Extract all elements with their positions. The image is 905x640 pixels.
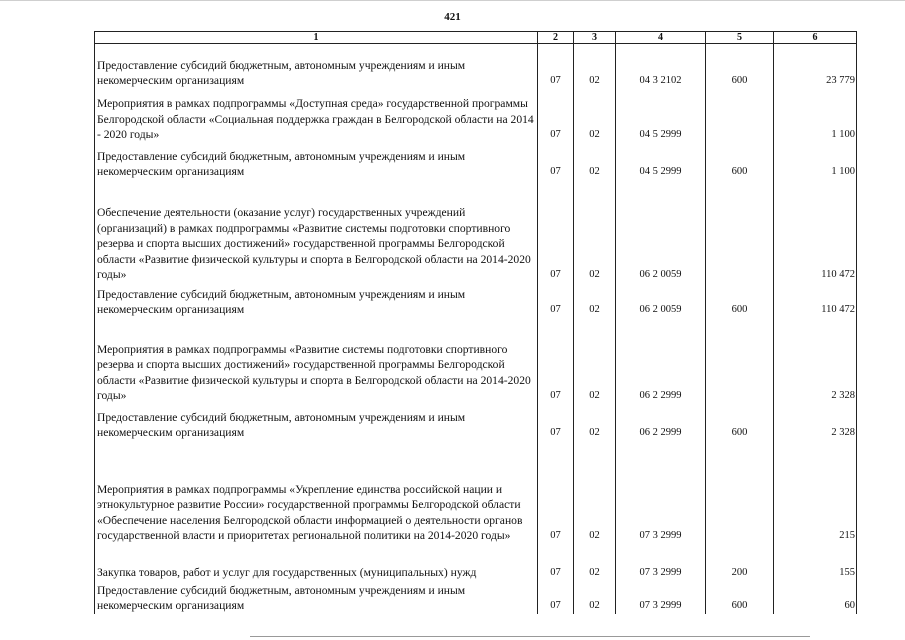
row-target-code: 04 5 2999: [616, 143, 706, 180]
row-description: Обеспечение деятельности (оказание услуг) государственных учреждений (организаций) в рамках подпрограммы «Развитие системы подготовки спортивного резерва и спорта высших достижений» государственной программы Белгородской области «Развитие физической культуры и спорта в Белгородской области на 2014-2020 годы»: [95, 180, 538, 283]
row-subsection: 02: [574, 283, 616, 318]
table-row: [95, 544, 857, 581]
row-subsection: 02: [574, 581, 616, 614]
row-amount: 110 472: [774, 180, 857, 283]
row-subsection: 02: [574, 44, 616, 89]
column-header-6: 6: [774, 32, 857, 44]
row-description: Предоставление субсидий бюджетным, автономным учреждениям и иным некомерческим организациям: [95, 404, 538, 441]
row-target-code: 06 2 2999: [616, 404, 706, 441]
row-amount: 2 328: [774, 318, 857, 404]
row-target-code: 07 3 2999: [616, 581, 706, 614]
row-expense-type: 200: [706, 544, 774, 581]
table-row: [95, 441, 857, 544]
column-header-1: 1: [95, 32, 538, 44]
row-section: 07: [538, 404, 574, 441]
row-subsection: 02: [574, 180, 616, 283]
row-target-code: 07 3 2999: [616, 441, 706, 544]
scan-edge: [0, 0, 905, 1]
row-target-code: 04 5 2999: [616, 89, 706, 143]
row-expense-type: 600: [706, 143, 774, 180]
row-subsection: 02: [574, 143, 616, 180]
row-subsection: 02: [574, 441, 616, 544]
row-subsection: 02: [574, 404, 616, 441]
row-expense-type: [706, 89, 774, 143]
row-amount: 215: [774, 441, 857, 544]
row-amount: 23 779: [774, 44, 857, 89]
row-subsection: 02: [574, 318, 616, 404]
budget-table: [94, 31, 857, 614]
row-target-code: 04 3 2102: [616, 44, 706, 89]
column-header-3: 3: [574, 32, 616, 44]
page-number: 421: [444, 11, 461, 23]
row-section: 07: [538, 89, 574, 143]
row-section: 07: [538, 581, 574, 614]
row-amount: 2 328: [774, 404, 857, 441]
row-section: 07: [538, 318, 574, 404]
column-header-5: 5: [706, 32, 774, 44]
row-section: 07: [538, 283, 574, 318]
row-expense-type: 600: [706, 404, 774, 441]
row-expense-type: [706, 318, 774, 404]
table-row: [95, 143, 857, 180]
row-target-code: 06 2 2999: [616, 318, 706, 404]
row-expense-type: 600: [706, 581, 774, 614]
row-description: Мероприятия в рамках подпрограммы «Доступная среда» государственной программы Белгородской области «Социальная поддержка граждан в Белгородской области на 2014 - 2020 годы»: [95, 89, 538, 143]
row-description: Предоставление субсидий бюджетным, автономным учреждениям и иным некомерческим организациям: [95, 143, 538, 180]
table-row: [95, 404, 857, 441]
row-target-code: 07 3 2999: [616, 544, 706, 581]
table-row: [95, 283, 857, 318]
row-amount: 110 472: [774, 283, 857, 318]
table-row: [95, 44, 857, 89]
table-row: [95, 581, 857, 614]
row-subsection: 02: [574, 89, 616, 143]
row-target-code: 06 2 0059: [616, 283, 706, 318]
row-expense-type: [706, 441, 774, 544]
table-row: [95, 89, 857, 143]
row-amount: 60: [774, 581, 857, 614]
row-expense-type: 600: [706, 44, 774, 89]
row-description: Предоставление субсидий бюджетным, автономным учреждениям и иным некомерческим организациям: [95, 44, 538, 89]
row-description: Предоставление субсидий бюджетным, автономным учреждениям и иным некомерческим организациям: [95, 581, 538, 614]
row-section: 07: [538, 441, 574, 544]
row-amount: 1 100: [774, 89, 857, 143]
row-description: Мероприятия в рамках подпрограммы «Укрепление единства российской нации и этнокультурное развитие России» государственной программы Белгородской области «Обеспечение населения Белгородской области информацией о деятельности органов государственной власти и приоритетах региональной политики на 2014-2020 годы»: [95, 441, 538, 544]
row-expense-type: 600: [706, 283, 774, 318]
row-description: Предоставление субсидий бюджетным, автономным учреждениям и иным некомерческим организациям: [95, 283, 538, 318]
column-header-4: 4: [616, 32, 706, 44]
table-row: [95, 180, 857, 283]
table-row: [95, 318, 857, 404]
scan-bottom-edge: [250, 636, 810, 637]
row-amount: 155: [774, 544, 857, 581]
row-description: Мероприятия в рамках подпрограммы «Развитие системы подготовки спортивного резерва и спорта высших достижений» государственной программы Белгородской области «Развитие физической культуры и спорта в Белгородской области на 2014-2020 годы»: [95, 318, 538, 404]
column-header-2: 2: [538, 32, 574, 44]
row-expense-type: [706, 180, 774, 283]
row-section: 07: [538, 143, 574, 180]
row-description: Закупка товаров, работ и услуг для государственных (муниципальных) нужд: [95, 544, 538, 581]
row-section: 07: [538, 180, 574, 283]
row-subsection: 02: [574, 544, 616, 581]
row-section: 07: [538, 544, 574, 581]
table-header-row: [95, 32, 857, 44]
row-target-code: 06 2 0059: [616, 180, 706, 283]
row-section: 07: [538, 44, 574, 89]
row-amount: 1 100: [774, 143, 857, 180]
